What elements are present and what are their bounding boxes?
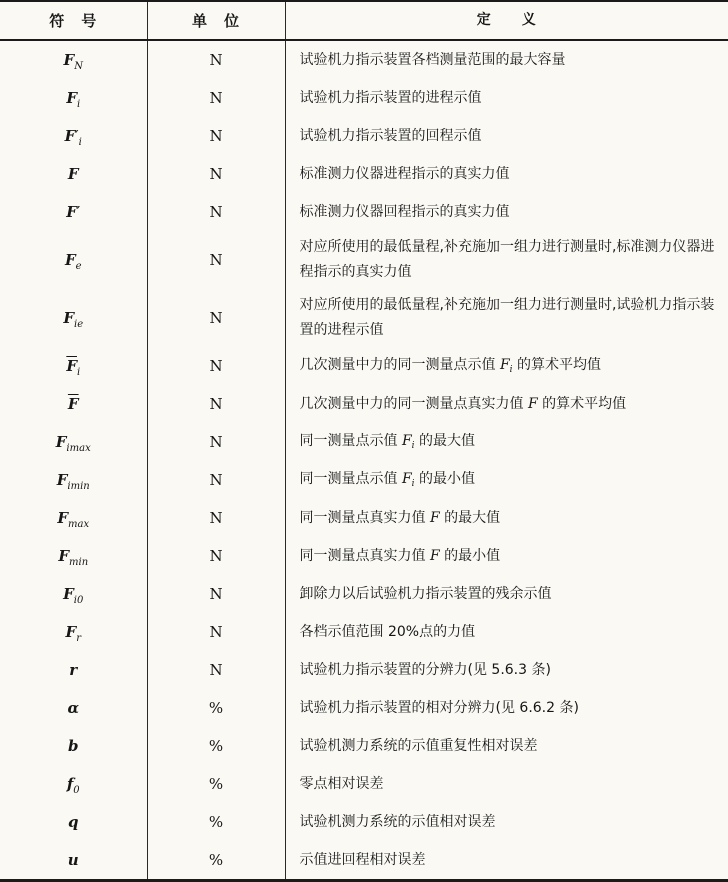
- math-symbol: $\overline{F}$: [67, 395, 79, 413]
- math-symbol: $F_i$: [401, 470, 415, 489]
- math-symbol: $F_N$: [63, 51, 83, 72]
- math-symbol: $F_{i0}$: [63, 585, 84, 606]
- definition-cell: 同一测量点示值 $F_i$ 的最小值: [285, 461, 728, 499]
- math-symbol: F: [67, 165, 79, 183]
- definition-cell: 同一测量点真实力值 F 的最大值: [285, 499, 728, 537]
- table-row: [0, 765, 728, 803]
- definition-cell: 试验机测力系统的示值相对误差: [285, 803, 728, 841]
- definition-cell: 标准测力仪器进程指示的真实力值: [285, 155, 728, 193]
- math-symbol: q: [68, 813, 79, 831]
- table-row: [0, 79, 728, 117]
- math-symbol: $F_{imin}$: [56, 471, 90, 492]
- symbol-cell: [0, 689, 147, 727]
- unit-cell: %: [147, 689, 285, 727]
- symbol-cell: [0, 289, 147, 347]
- math-symbol: F: [527, 395, 538, 412]
- definition-cell: 试验机力指示装置的分辨力(见 5.6.3 条): [285, 651, 728, 689]
- symbol-cell: [0, 193, 147, 231]
- symbol-cell: [0, 613, 147, 651]
- math-symbol: $F_i$: [66, 89, 81, 110]
- definition-cell: 对应所使用的最低量程,补充施加一组力进行测量时,试验机力指示装置的进程示值: [285, 289, 728, 347]
- unit-cell: %: [147, 727, 285, 765]
- symbol-cell: [0, 231, 147, 289]
- math-symbol: $F_r$: [65, 623, 81, 644]
- definition-cell: 同一测量点真实力值 F 的最小值: [285, 537, 728, 575]
- math-symbol: $F_{ie}$: [63, 309, 84, 330]
- table-row: [0, 347, 728, 385]
- symbol-cell: [0, 651, 147, 689]
- table-body: [0, 40, 728, 881]
- definition-cell: 零点相对误差: [285, 765, 728, 803]
- table-row: [0, 727, 728, 765]
- table-row: [0, 537, 728, 575]
- definition-cell: 标准测力仪器回程指示的真实力值: [285, 193, 728, 231]
- math-symbol: $F_i$: [499, 356, 513, 375]
- unit-cell: N: [147, 289, 285, 347]
- table-row: [0, 613, 728, 651]
- math-symbol: F′: [66, 203, 81, 221]
- table-row: [0, 461, 728, 499]
- header-definition: 定 义: [285, 1, 728, 40]
- definition-cell: 试验机力指示装置的进程示值: [285, 79, 728, 117]
- table-row: [0, 40, 728, 79]
- definition-cell: 各档示值范围 20%点的力值: [285, 613, 728, 651]
- symbol-cell: [0, 385, 147, 423]
- definition-cell: 同一测量点示值 $F_i$ 的最大值: [285, 423, 728, 461]
- math-symbol: $\overline{F}_i$: [66, 357, 81, 378]
- symbol-cell: [0, 841, 147, 881]
- table-row: [0, 803, 728, 841]
- definition-cell: 对应所使用的最低量程,补充施加一组力进行测量时,标准测力仪器进程指示的真实力值: [285, 231, 728, 289]
- unit-cell: %: [147, 841, 285, 881]
- unit-cell: N: [147, 613, 285, 651]
- symbol-cell: [0, 40, 147, 79]
- unit-cell: N: [147, 193, 285, 231]
- unit-cell: N: [147, 423, 285, 461]
- symbol-cell: [0, 765, 147, 803]
- math-symbol: $F_{min}$: [58, 547, 89, 568]
- table-row: [0, 651, 728, 689]
- math-symbol: r: [69, 661, 78, 679]
- symbol-cell: [0, 803, 147, 841]
- table-row: [0, 689, 728, 727]
- unit-cell: %: [147, 803, 285, 841]
- unit-cell: N: [147, 117, 285, 155]
- table-row: [0, 385, 728, 423]
- symbol-cell: [0, 461, 147, 499]
- unit-cell: N: [147, 40, 285, 79]
- definition-cell: 几次测量中力的同一测量点示值 $F_i$ 的算术平均值: [285, 347, 728, 385]
- unit-cell: N: [147, 651, 285, 689]
- definition-cell: 试验机力指示装置的回程示值: [285, 117, 728, 155]
- header-symbol: 符 号: [0, 1, 147, 40]
- header-row: [0, 1, 728, 40]
- unit-cell: N: [147, 461, 285, 499]
- symbol-cell: [0, 423, 147, 461]
- symbol-cell: [0, 499, 147, 537]
- math-symbol: $F_i$: [401, 432, 415, 451]
- definition-cell: 几次测量中力的同一测量点真实力值 F 的算术平均值: [285, 385, 728, 423]
- math-symbol: F: [429, 509, 440, 526]
- table-row: [0, 499, 728, 537]
- unit-cell: N: [147, 79, 285, 117]
- definition-cell: 试验机力指示装置各档测量范围的最大容量: [285, 40, 728, 79]
- symbol-cell: [0, 79, 147, 117]
- table-row: [0, 155, 728, 193]
- math-symbol: $F'_i$: [64, 127, 82, 148]
- symbol-cell: [0, 347, 147, 385]
- definition-cell: 试验机测力系统的示值重复性相对误差: [285, 727, 728, 765]
- symbol-cell: [0, 155, 147, 193]
- unit-cell: N: [147, 155, 285, 193]
- math-symbol: F: [429, 547, 440, 564]
- symbol-cell: [0, 727, 147, 765]
- table-row: [0, 231, 728, 289]
- math-symbol: α: [67, 699, 80, 717]
- unit-cell: N: [147, 385, 285, 423]
- unit-cell: N: [147, 499, 285, 537]
- math-symbol: $F_{imax}$: [55, 433, 91, 454]
- math-symbol: $F_e$: [64, 251, 82, 272]
- math-symbol: b: [68, 737, 79, 755]
- definition-cell: 卸除力以后试验机力指示装置的残余示值: [285, 575, 728, 613]
- unit-cell: N: [147, 537, 285, 575]
- unit-cell: %: [147, 765, 285, 803]
- table-row: [0, 289, 728, 347]
- table-row: [0, 193, 728, 231]
- math-symbol: u: [67, 851, 79, 869]
- math-symbol: $f_0$: [66, 775, 80, 796]
- unit-cell: N: [147, 347, 285, 385]
- table-row: [0, 575, 728, 613]
- symbol-cell: [0, 117, 147, 155]
- math-symbol: $F_{max}$: [57, 509, 90, 530]
- definition-cell: 试验机力指示装置的相对分辨力(见 6.6.2 条): [285, 689, 728, 727]
- unit-cell: N: [147, 575, 285, 613]
- table-row: [0, 423, 728, 461]
- definition-cell: 示值进回程相对误差: [285, 841, 728, 881]
- symbol-cell: [0, 537, 147, 575]
- unit-cell: N: [147, 231, 285, 289]
- table-row: [0, 841, 728, 881]
- header-unit: 单 位: [147, 1, 285, 40]
- table-row: [0, 117, 728, 155]
- symbol-cell: [0, 575, 147, 613]
